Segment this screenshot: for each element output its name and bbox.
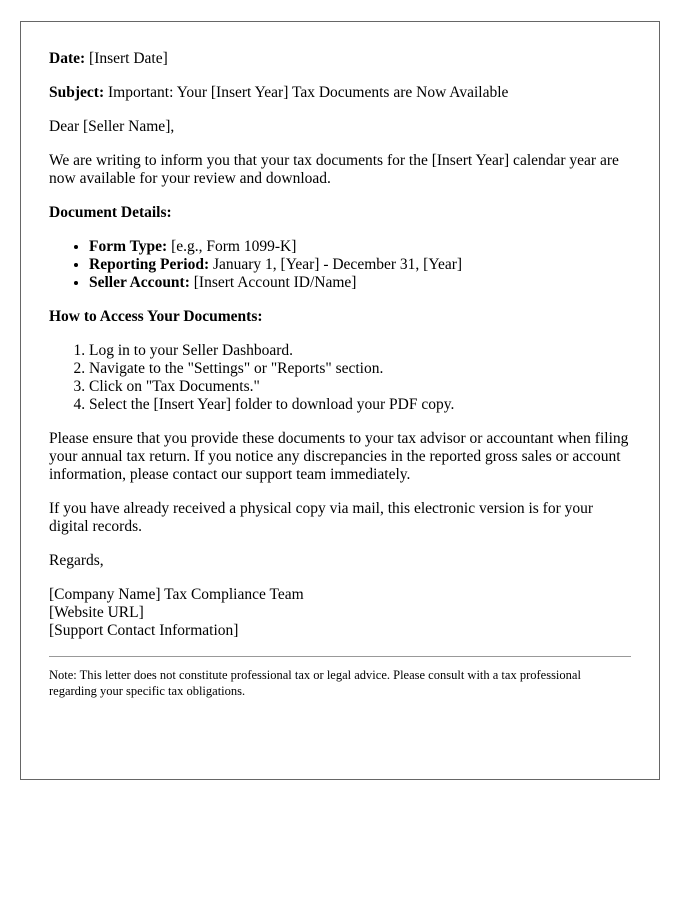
access-heading-text: How to Access Your Documents: bbox=[49, 308, 263, 325]
list-item bbox=[89, 238, 631, 256]
disclaimer-note: Note: This letter does not constitute professional tax or legal advice. Please consult with a tax professional regarding your specific tax obligations. bbox=[49, 668, 581, 698]
signature-block bbox=[49, 586, 631, 640]
signature-support: [Support Contact Information] bbox=[49, 622, 239, 639]
ensure-paragraph: Please ensure that you provide these documents to your tax advisor or accountant when filing your annual tax return. If you notice any discrepancies in the reported gross sales or account information, please contact our support team immediately. bbox=[49, 430, 629, 483]
date-line bbox=[49, 50, 631, 68]
physical-copy-paragraph: If you have already received a physical copy via mail, this electronic version is for your digital records. bbox=[49, 500, 594, 535]
subject-line bbox=[49, 84, 631, 102]
list-item: 3. Click on "Tax Documents." bbox=[89, 378, 631, 396]
details-list bbox=[49, 238, 631, 292]
closing: Regards, bbox=[49, 552, 104, 569]
list-item: 4. Select the [Insert Year] folder to download your PDF copy. bbox=[89, 396, 631, 414]
list-item bbox=[89, 274, 631, 292]
detail-value: [e.g., Form 1099-K] bbox=[171, 238, 297, 255]
detail-value: [Insert Account ID/Name] bbox=[193, 274, 357, 291]
date-label: Date: bbox=[49, 50, 86, 67]
subject-value: Important: Your [Insert Year] Tax Documents are Now Available bbox=[107, 84, 509, 101]
list-item: 2. Navigate to the "Settings" or "Reports" section. bbox=[89, 360, 631, 378]
signature-website: [Website URL] bbox=[49, 604, 144, 621]
detail-label: Seller Account: bbox=[89, 274, 190, 291]
date-value: [Insert Date] bbox=[89, 50, 168, 67]
access-heading bbox=[49, 308, 631, 326]
letter-page bbox=[20, 21, 660, 780]
detail-value: January 1, [Year] - December 31, [Year] bbox=[212, 256, 463, 273]
list-item: 1. Log in to your Seller Dashboard. bbox=[89, 342, 631, 360]
intro-paragraph: We are writing to inform you that your tax documents for the [Insert Year] calendar year are now available for your review and download. bbox=[49, 152, 619, 187]
salutation: Dear [Seller Name], bbox=[49, 118, 175, 135]
details-heading-text: Document Details: bbox=[49, 204, 172, 221]
detail-label: Form Type: bbox=[89, 238, 168, 255]
divider bbox=[49, 656, 631, 657]
access-steps-list bbox=[49, 342, 631, 414]
subject-label: Subject: bbox=[49, 84, 105, 101]
detail-label: Reporting Period: bbox=[89, 256, 210, 273]
signature-company: [Company Name] Tax Compliance Team bbox=[49, 586, 304, 603]
list-item bbox=[89, 256, 631, 274]
details-heading bbox=[49, 204, 631, 222]
